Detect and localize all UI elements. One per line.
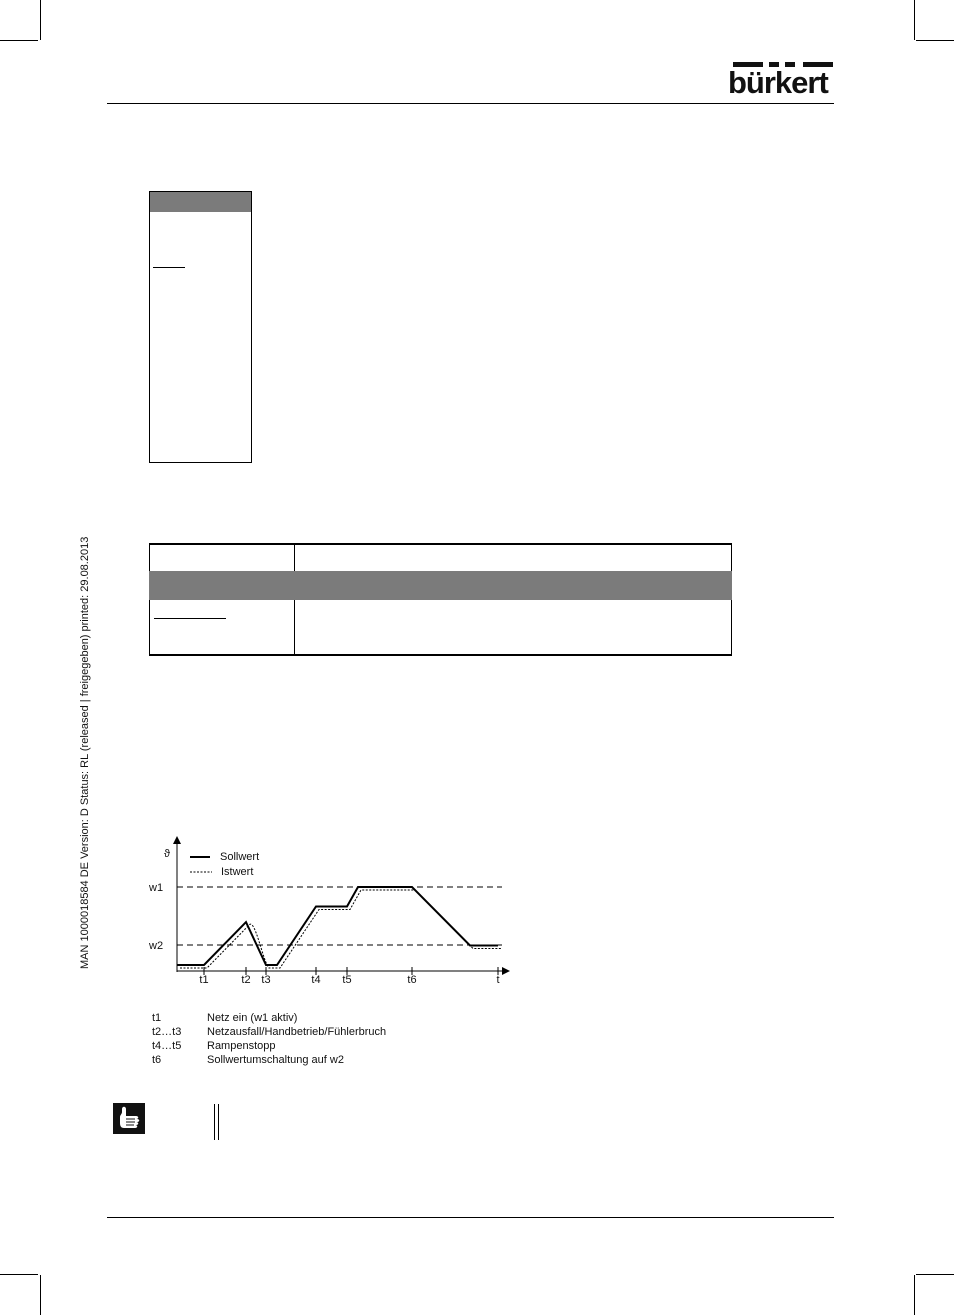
parameter-table [149, 543, 732, 656]
x-tick-label: t4 [311, 974, 321, 986]
ramp-chart [140, 832, 520, 992]
y-axis-arrow [173, 836, 181, 844]
brand-logo [728, 62, 836, 102]
x-tick-label: t5 [342, 974, 352, 986]
document-status-text: MAN 1000018584 DE Version: D Status: RL (released | freigegeben) printed: 29.08.2013 [79, 536, 91, 969]
thumbs-up-icon [113, 1103, 145, 1134]
crop-mark [916, 40, 954, 41]
y-tick-w1: w1 [149, 882, 164, 894]
note-divider [214, 1104, 215, 1140]
series-layer [177, 887, 501, 968]
legend-text: Rampenstopp [207, 1040, 276, 1052]
table-section-row [149, 571, 732, 600]
crop-mark [40, 0, 41, 40]
legend-key: t1 [152, 1012, 162, 1024]
y-axis-label: ϑ [164, 848, 171, 860]
legend-key: t6 [152, 1054, 162, 1066]
x-axis-arrow [502, 967, 510, 975]
crop-mark [914, 0, 915, 40]
legend-key: t2…t3 [152, 1026, 182, 1038]
x-ticks [199, 967, 499, 986]
margin-box-underline [153, 267, 185, 268]
legend-text: Netz ein (w1 aktiv) [207, 1012, 298, 1024]
table-cell [149, 600, 295, 654]
table-cell-underline [154, 618, 226, 619]
legend-key: t4…t5 [152, 1040, 182, 1052]
header-rule [107, 103, 834, 104]
series-line-sollwert [177, 887, 498, 965]
legend-label-istwert: Istwert [221, 866, 254, 878]
brand-wordmark: bürkert [728, 65, 828, 100]
y-tick-w2: w2 [149, 940, 164, 952]
x-tick-label: t1 [199, 974, 209, 986]
margin-box [149, 191, 252, 463]
x-tick-label: t [496, 974, 500, 986]
table-cell [295, 600, 732, 654]
crop-mark [914, 1275, 915, 1315]
margin-box-header [150, 192, 251, 212]
note-divider [218, 1104, 219, 1140]
table-header-cell [295, 545, 732, 571]
legend-label-sollwert: Sollwert [220, 851, 260, 863]
legend-text: Netzausfall/Handbetrieb/Fühlerbruch [207, 1026, 387, 1038]
crop-mark [0, 1274, 38, 1275]
crop-mark [916, 1274, 954, 1275]
x-tick-label: t3 [261, 974, 271, 986]
table-header-cell [149, 545, 295, 571]
x-tick-label: t2 [241, 974, 251, 986]
legend-text: Sollwertumschaltung auf w2 [207, 1054, 344, 1066]
footer-rule [107, 1217, 834, 1218]
x-tick-label: t6 [407, 974, 417, 986]
crop-mark [0, 40, 38, 41]
crop-mark [40, 1275, 41, 1315]
